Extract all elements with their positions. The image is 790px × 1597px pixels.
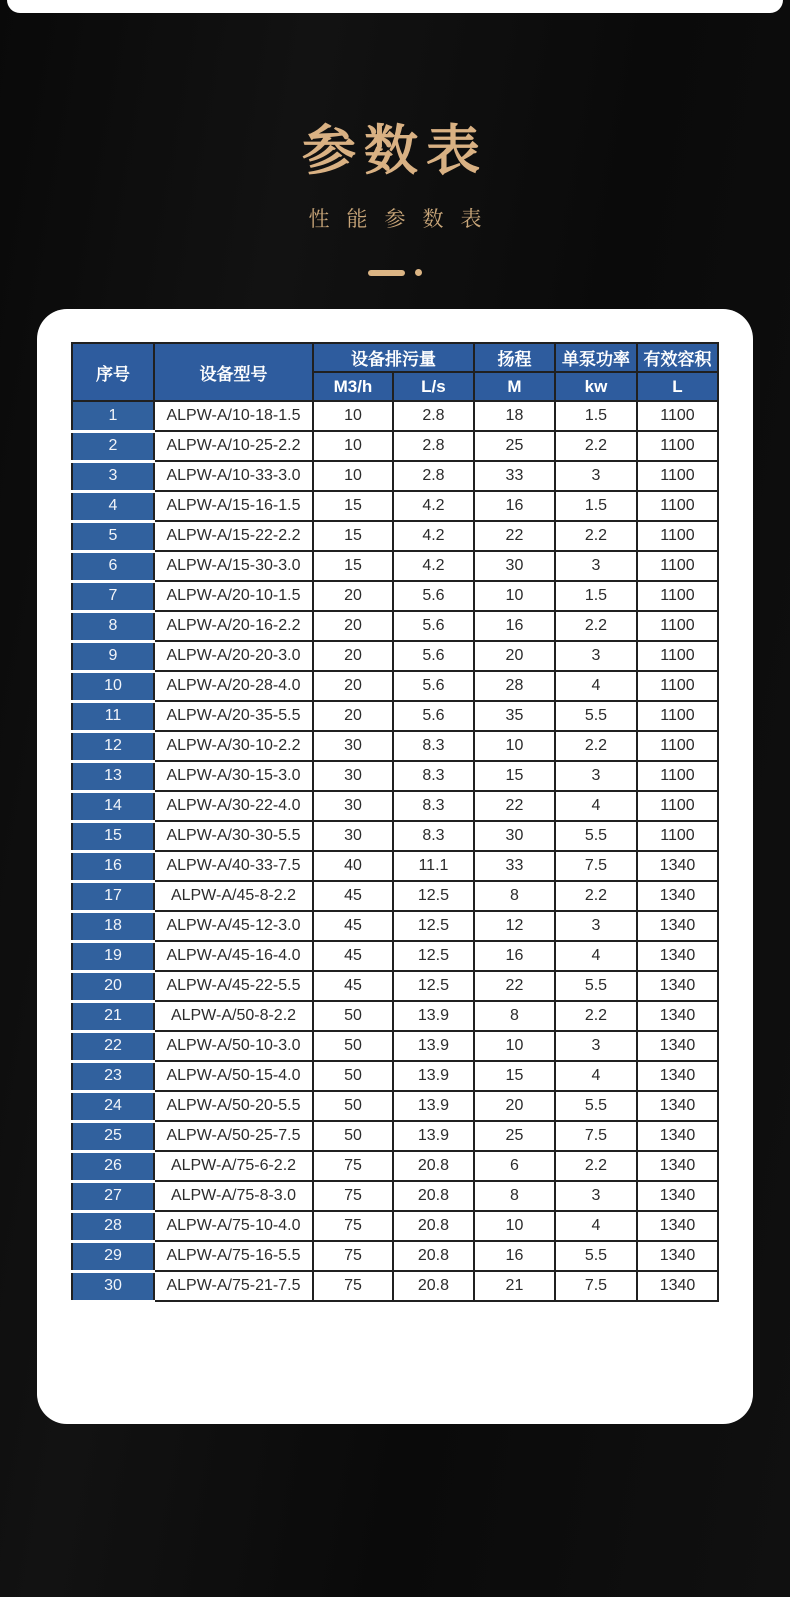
cell-head-m: 15 [474,1061,555,1091]
cell-index: 19 [72,941,154,971]
cell-model: ALPW-A/45-22-5.5 [154,971,313,1001]
cell-discharge-m3h: 45 [313,881,393,911]
cell-discharge-ls: 5.6 [393,581,474,611]
cell-model: ALPW-A/75-8-3.0 [154,1181,313,1211]
table-row [72,821,718,851]
cell-volume-l: 1340 [637,1061,718,1091]
table-row [72,851,718,881]
cell-power-kw: 7.5 [555,851,637,881]
cell-index: 26 [72,1151,154,1181]
cell-index: 27 [72,1181,154,1211]
cell-power-kw: 2.2 [555,1151,637,1181]
cell-volume-l: 1340 [637,1031,718,1061]
cell-head-m: 15 [474,761,555,791]
cell-model: ALPW-A/20-28-4.0 [154,671,313,701]
cell-model: ALPW-A/10-33-3.0 [154,461,313,491]
cell-index: 30 [72,1271,154,1301]
header-power-group: 单泵功率 [555,343,637,372]
cell-model: ALPW-A/15-22-2.2 [154,521,313,551]
cell-volume-l: 1100 [637,791,718,821]
cell-discharge-m3h: 40 [313,851,393,881]
cell-index: 14 [72,791,154,821]
cell-volume-l: 1100 [637,731,718,761]
cell-volume-l: 1340 [637,1151,718,1181]
cell-index: 13 [72,761,154,791]
cell-discharge-ls: 20.8 [393,1181,474,1211]
cell-discharge-m3h: 30 [313,791,393,821]
cell-discharge-ls: 13.9 [393,1001,474,1031]
cell-model: ALPW-A/45-8-2.2 [154,881,313,911]
previous-card-bottom-edge [7,0,783,13]
cell-index: 20 [72,971,154,1001]
cell-power-kw: 2.2 [555,521,637,551]
cell-head-m: 10 [474,1211,555,1241]
page-subtitle: 性能参数表 [308,208,499,232]
cell-discharge-ls: 5.6 [393,671,474,701]
header-volume-unit: L [637,372,718,401]
cell-power-kw: 4 [555,1211,637,1241]
cell-index: 22 [72,1031,154,1061]
cell-power-kw: 7.5 [555,1271,637,1301]
cell-head-m: 16 [474,941,555,971]
cell-index: 23 [72,1061,154,1091]
table-row [72,671,718,701]
cell-volume-l: 1100 [637,581,718,611]
table-row [72,1121,718,1151]
cell-discharge-m3h: 10 [313,401,393,431]
table-row [72,401,718,431]
cell-index: 16 [72,851,154,881]
cell-head-m: 22 [474,791,555,821]
cell-discharge-ls: 20.8 [393,1241,474,1271]
decor-line-icon [368,270,405,276]
cell-discharge-ls: 4.2 [393,491,474,521]
cell-head-m: 16 [474,611,555,641]
cell-head-m: 6 [474,1151,555,1181]
header-head-group: 扬程 [474,343,555,372]
cell-model: ALPW-A/15-16-1.5 [154,491,313,521]
cell-discharge-m3h: 10 [313,461,393,491]
cell-power-kw: 4 [555,941,637,971]
cell-discharge-ls: 8.3 [393,731,474,761]
cell-index: 1 [72,401,154,431]
cell-power-kw: 3 [555,911,637,941]
cell-index: 6 [72,551,154,581]
cell-discharge-ls: 2.8 [393,401,474,431]
cell-discharge-m3h: 50 [313,1091,393,1121]
cell-head-m: 22 [474,521,555,551]
cell-model: ALPW-A/75-21-7.5 [154,1271,313,1301]
cell-head-m: 25 [474,431,555,461]
cell-power-kw: 3 [555,1181,637,1211]
cell-volume-l: 1340 [637,1001,718,1031]
cell-discharge-m3h: 30 [313,761,393,791]
table-row [72,911,718,941]
cell-head-m: 8 [474,881,555,911]
cell-model: ALPW-A/20-35-5.5 [154,701,313,731]
cell-index: 24 [72,1091,154,1121]
cell-power-kw: 2.2 [555,1001,637,1031]
cell-power-kw: 4 [555,1061,637,1091]
cell-power-kw: 2.2 [555,611,637,641]
page-title: 参数表 [302,121,488,181]
table-row [72,731,718,761]
cell-head-m: 30 [474,551,555,581]
table-row [72,641,718,671]
table-row [72,1061,718,1091]
cell-discharge-ls: 5.6 [393,611,474,641]
cell-volume-l: 1100 [637,611,718,641]
cell-model: ALPW-A/50-10-3.0 [154,1031,313,1061]
cell-volume-l: 1340 [637,851,718,881]
cell-volume-l: 1100 [637,761,718,791]
cell-volume-l: 1100 [637,821,718,851]
cell-discharge-ls: 13.9 [393,1091,474,1121]
cell-model: ALPW-A/40-33-7.5 [154,851,313,881]
cell-discharge-ls: 2.8 [393,431,474,461]
cell-index: 3 [72,461,154,491]
cell-discharge-m3h: 20 [313,671,393,701]
header-model: 设备型号 [154,343,313,401]
cell-discharge-ls: 5.6 [393,701,474,731]
table-row [72,701,718,731]
cell-model: ALPW-A/20-20-3.0 [154,641,313,671]
cell-model: ALPW-A/15-30-3.0 [154,551,313,581]
cell-volume-l: 1340 [637,1181,718,1211]
cell-discharge-m3h: 20 [313,611,393,641]
cell-index: 28 [72,1211,154,1241]
cell-discharge-m3h: 45 [313,971,393,1001]
cell-discharge-ls: 12.5 [393,911,474,941]
table-row [72,881,718,911]
cell-discharge-ls: 20.8 [393,1211,474,1241]
cell-discharge-m3h: 75 [313,1241,393,1271]
cell-volume-l: 1100 [637,401,718,431]
cell-volume-l: 1100 [637,551,718,581]
cell-discharge-m3h: 75 [313,1151,393,1181]
parameter-table [71,342,719,1303]
table-row [72,1031,718,1061]
table-row [72,761,718,791]
cell-discharge-m3h: 75 [313,1211,393,1241]
cell-discharge-m3h: 20 [313,701,393,731]
cell-head-m: 22 [474,971,555,1001]
cell-volume-l: 1340 [637,941,718,971]
cell-model: ALPW-A/75-16-5.5 [154,1241,313,1271]
cell-volume-l: 1100 [637,491,718,521]
cell-discharge-m3h: 15 [313,551,393,581]
cell-head-m: 35 [474,701,555,731]
cell-volume-l: 1100 [637,521,718,551]
table-row [72,581,718,611]
cell-power-kw: 5.5 [555,1091,637,1121]
cell-volume-l: 1340 [637,881,718,911]
cell-discharge-m3h: 50 [313,1031,393,1061]
cell-volume-l: 1340 [637,1121,718,1151]
cell-discharge-ls: 20.8 [393,1151,474,1181]
cell-model: ALPW-A/30-15-3.0 [154,761,313,791]
cell-model: ALPW-A/75-6-2.2 [154,1151,313,1181]
cell-discharge-ls: 8.3 [393,761,474,791]
cell-index: 25 [72,1121,154,1151]
cell-head-m: 10 [474,731,555,761]
table-row [72,1091,718,1121]
cell-power-kw: 3 [555,641,637,671]
cell-discharge-m3h: 30 [313,821,393,851]
cell-power-kw: 4 [555,671,637,701]
cell-power-kw: 2.2 [555,731,637,761]
cell-head-m: 16 [474,1241,555,1271]
cell-head-m: 28 [474,671,555,701]
cell-head-m: 10 [474,581,555,611]
cell-head-m: 33 [474,851,555,881]
cell-index: 4 [72,491,154,521]
cell-discharge-m3h: 75 [313,1181,393,1211]
cell-power-kw: 4 [555,791,637,821]
table-row [72,1181,718,1211]
cell-discharge-ls: 20.8 [393,1271,474,1301]
cell-head-m: 8 [474,1181,555,1211]
cell-discharge-m3h: 15 [313,491,393,521]
section-hero [0,0,790,276]
cell-discharge-m3h: 20 [313,581,393,611]
table-row [72,431,718,461]
cell-discharge-m3h: 50 [313,1061,393,1091]
table-header [72,343,718,401]
cell-discharge-ls: 12.5 [393,971,474,1001]
header-volume-group: 有效容积 [637,343,718,372]
cell-discharge-ls: 8.3 [393,821,474,851]
cell-power-kw: 1.5 [555,581,637,611]
cell-discharge-m3h: 30 [313,731,393,761]
cell-index: 8 [72,611,154,641]
cell-head-m: 25 [474,1121,555,1151]
cell-discharge-ls: 13.9 [393,1061,474,1091]
cell-discharge-m3h: 50 [313,1001,393,1031]
cell-discharge-m3h: 50 [313,1121,393,1151]
cell-model: ALPW-A/10-25-2.2 [154,431,313,461]
cell-model: ALPW-A/50-15-4.0 [154,1061,313,1091]
cell-index: 17 [72,881,154,911]
header-discharge-ls: L/s [393,372,474,401]
cell-discharge-ls: 2.8 [393,461,474,491]
table-row [72,551,718,581]
table-row [72,1241,718,1271]
table-row [72,1211,718,1241]
cell-index: 10 [72,671,154,701]
cell-model: ALPW-A/20-16-2.2 [154,611,313,641]
cell-head-m: 20 [474,1091,555,1121]
cell-power-kw: 3 [555,1031,637,1061]
cell-discharge-ls: 13.9 [393,1031,474,1061]
table-row [72,521,718,551]
cell-index: 9 [72,641,154,671]
cell-model: ALPW-A/30-22-4.0 [154,791,313,821]
cell-discharge-ls: 13.9 [393,1121,474,1151]
cell-power-kw: 5.5 [555,971,637,1001]
table-row [72,941,718,971]
cell-index: 15 [72,821,154,851]
decor-dot-icon [415,269,422,276]
cell-volume-l: 1340 [637,1091,718,1121]
cell-head-m: 8 [474,1001,555,1031]
cell-volume-l: 1340 [637,1241,718,1271]
cell-model: ALPW-A/20-10-1.5 [154,581,313,611]
cell-model: ALPW-A/75-10-4.0 [154,1211,313,1241]
cell-power-kw: 5.5 [555,821,637,851]
header-discharge-m3h: M3/h [313,372,393,401]
title-decoration [0,269,790,276]
cell-discharge-ls: 4.2 [393,551,474,581]
cell-model: ALPW-A/10-18-1.5 [154,401,313,431]
cell-volume-l: 1100 [637,701,718,731]
cell-volume-l: 1340 [637,1271,718,1301]
cell-head-m: 21 [474,1271,555,1301]
cell-discharge-ls: 12.5 [393,941,474,971]
cell-head-m: 30 [474,821,555,851]
cell-index: 11 [72,701,154,731]
cell-power-kw: 7.5 [555,1121,637,1151]
table-row [72,1151,718,1181]
cell-discharge-ls: 11.1 [393,851,474,881]
cell-index: 7 [72,581,154,611]
cell-power-kw: 1.5 [555,401,637,431]
cell-discharge-ls: 5.6 [393,641,474,671]
cell-volume-l: 1100 [637,641,718,671]
table-row [72,1271,718,1301]
cell-index: 21 [72,1001,154,1031]
cell-index: 2 [72,431,154,461]
table-row [72,461,718,491]
cell-index: 29 [72,1241,154,1271]
cell-model: ALPW-A/50-25-7.5 [154,1121,313,1151]
cell-head-m: 33 [474,461,555,491]
table-row [72,971,718,1001]
cell-discharge-ls: 4.2 [393,521,474,551]
cell-model: ALPW-A/45-12-3.0 [154,911,313,941]
cell-power-kw: 2.2 [555,431,637,461]
cell-index: 18 [72,911,154,941]
cell-index: 5 [72,521,154,551]
cell-power-kw: 5.5 [555,701,637,731]
cell-head-m: 12 [474,911,555,941]
cell-index: 12 [72,731,154,761]
cell-volume-l: 1340 [637,1211,718,1241]
cell-head-m: 20 [474,641,555,671]
cell-model: ALPW-A/30-10-2.2 [154,731,313,761]
table-row [72,491,718,521]
cell-volume-l: 1340 [637,911,718,941]
cell-model: ALPW-A/45-16-4.0 [154,941,313,971]
cell-head-m: 16 [474,491,555,521]
cell-discharge-m3h: 75 [313,1271,393,1301]
parameter-card [37,309,753,1424]
cell-head-m: 10 [474,1031,555,1061]
cell-volume-l: 1340 [637,971,718,1001]
header-power-unit: kw [555,372,637,401]
cell-head-m: 18 [474,401,555,431]
cell-power-kw: 3 [555,461,637,491]
table-row [72,1001,718,1031]
header-index: 序号 [72,343,154,401]
cell-discharge-m3h: 15 [313,521,393,551]
cell-volume-l: 1100 [637,431,718,461]
cell-discharge-ls: 8.3 [393,791,474,821]
cell-discharge-m3h: 45 [313,911,393,941]
cell-power-kw: 5.5 [555,1241,637,1271]
table-body [72,401,718,1301]
cell-power-kw: 3 [555,551,637,581]
cell-power-kw: 1.5 [555,491,637,521]
cell-discharge-m3h: 20 [313,641,393,671]
cell-discharge-m3h: 45 [313,941,393,971]
cell-volume-l: 1100 [637,671,718,701]
header-discharge-group: 设备排污量 [313,343,474,372]
header-head-unit: M [474,372,555,401]
cell-power-kw: 3 [555,761,637,791]
table-row [72,791,718,821]
cell-power-kw: 2.2 [555,881,637,911]
table-row [72,611,718,641]
cell-discharge-m3h: 10 [313,431,393,461]
cell-volume-l: 1100 [637,461,718,491]
cell-model: ALPW-A/50-20-5.5 [154,1091,313,1121]
cell-model: ALPW-A/30-30-5.5 [154,821,313,851]
cell-discharge-ls: 12.5 [393,881,474,911]
cell-model: ALPW-A/50-8-2.2 [154,1001,313,1031]
